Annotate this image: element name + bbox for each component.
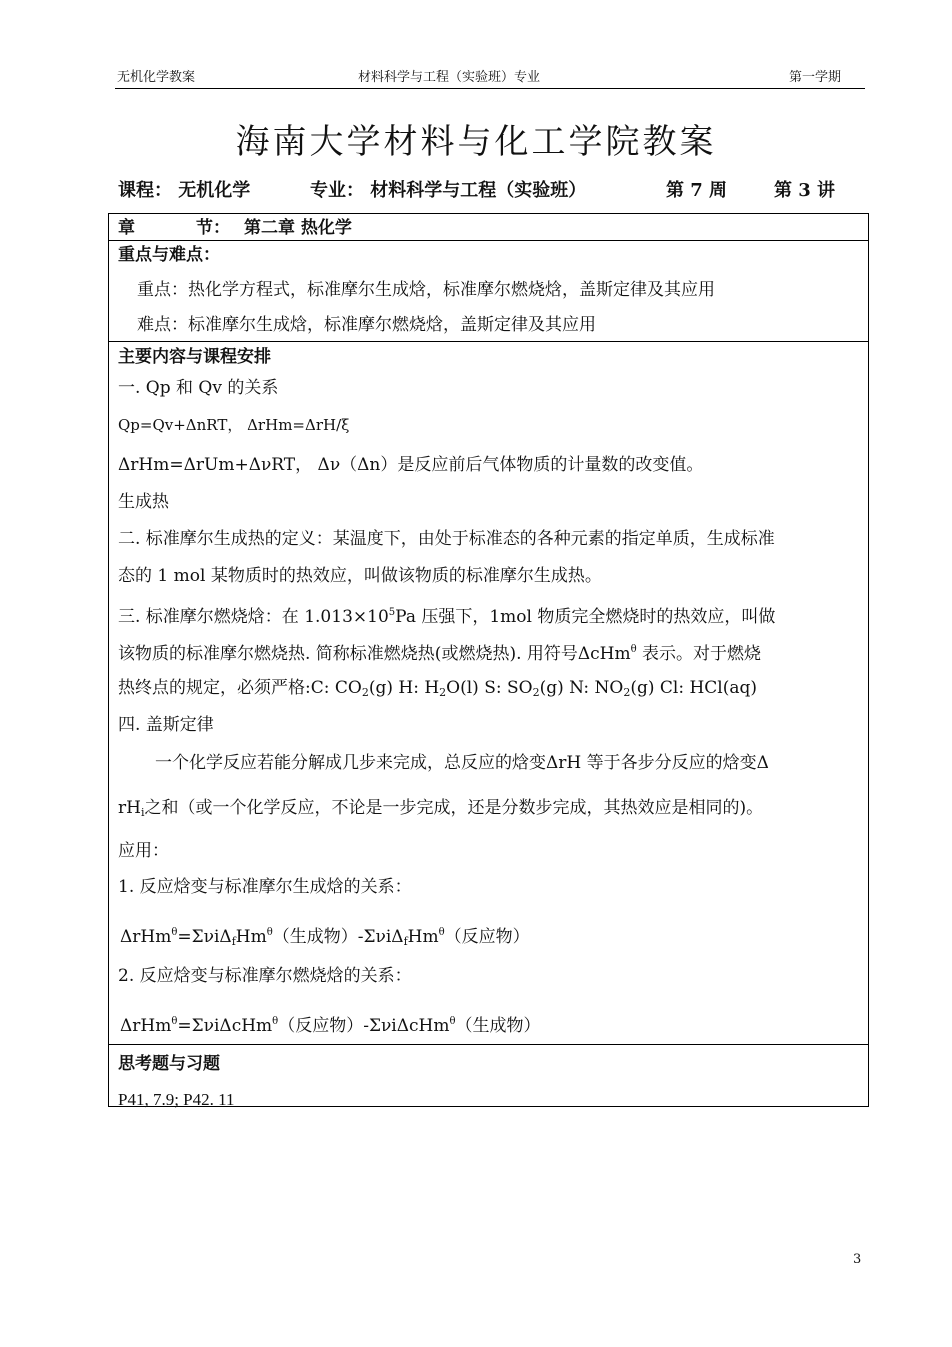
combustion-end-text: O(l) S: SO (446, 678, 533, 698)
equation-text: ΔrHm (120, 1016, 172, 1036)
keypoints-key: 重点：热化学方程式，标准摩尔生成焓，标准摩尔燃烧焓，盖斯定律及其应用 (137, 280, 715, 300)
combustion-end-text: 热终点的规定，必须严格:C: CO (118, 678, 362, 698)
equation-text: Hm (235, 927, 267, 947)
application-2-equation (120, 1011, 541, 1037)
divider-chapter (108, 240, 869, 241)
chapter-label-a: 章 (118, 218, 135, 238)
content-heading: 主要内容与课程安排 (118, 347, 271, 367)
lecture-label: 第 3 讲 (774, 180, 836, 201)
hess-text: 之和（或一个化学反应，不论是一步完成，还是分数步完成，其热效应是相同的)。 (144, 798, 764, 818)
keypoints-heading: 重点与难点： (118, 245, 220, 265)
running-header-middle: 材料科学与工程（实验班）专业 (358, 70, 541, 85)
running-header-right: 第一学期 (789, 70, 842, 85)
combustion-end-text: (g) Cl: HCl(aq) (630, 678, 758, 698)
chapter-label-b: 节： (196, 218, 230, 238)
equation-text: =ΣνiΔ (177, 927, 232, 947)
application-1-equation (120, 922, 530, 953)
formation-heat-label: 生成热 (118, 492, 169, 512)
week-label: 第 7 周 (666, 180, 728, 201)
page-number: 3 (853, 1252, 862, 1267)
subscript: i (140, 806, 145, 819)
application-1: 1. 反应焓变与标准摩尔生成焓的关系： (118, 877, 412, 897)
application-2: 2. 反应焓变与标准摩尔燃烧焓的关系： (118, 966, 412, 986)
section-4-line-1: 一个化学反应若能分解成几步来完成，总反应的焓变ΔrH 等于各步分反应的焓变Δ (155, 753, 769, 773)
superscript: θ (272, 1016, 279, 1027)
equation-text: （生成物） (455, 1016, 541, 1036)
keypoints-difficult: 难点：标准摩尔生成焓，标准摩尔燃烧焓，盖斯定律及其应用 (137, 315, 596, 335)
page-title: 海南大学材料与化工学院教案 (235, 122, 717, 162)
divider-keypoints (108, 341, 869, 342)
hess-text: rH (118, 798, 141, 818)
superscript: θ (266, 927, 273, 938)
section-4-title: 四. 盖斯定律 (118, 715, 214, 735)
equation-text: （反应物） (444, 927, 530, 947)
section-2-line-2: 态的 1 mol 某物质时的热效应，叫做该物质的标准摩尔生成热。 (118, 566, 602, 586)
subscript: f (403, 935, 408, 948)
course-label: 课程： 无机化学 (118, 180, 251, 201)
section-3-line-1-a: 三. 标准摩尔燃烧焓：在 1.013×10 (118, 607, 389, 627)
section-3-line-1-sup: 5 (388, 607, 396, 618)
subscript: 2 (361, 686, 369, 699)
section-3-line-1 (118, 602, 775, 628)
section-4-line-2 (118, 797, 763, 824)
superscript: θ (171, 927, 178, 938)
section-3-line-2-a: 该物质的标准摩尔燃烧热. 简称标准燃烧热(或燃烧热). 用符号ΔcHm (118, 644, 631, 664)
subscript: 2 (623, 686, 631, 699)
equation-text: （生成物）-ΣνiΔ (272, 927, 404, 947)
divider-content (108, 1044, 869, 1045)
header-rule (115, 88, 865, 89)
superscript: θ (171, 1016, 178, 1027)
subscript: 2 (532, 686, 540, 699)
section-3-line-2-sup: θ (630, 644, 637, 655)
exercises-value: P41, 7.9; P42. 11 (118, 1090, 235, 1109)
equation-text: ΔrHm (120, 927, 172, 947)
equation-text: （反应物）-ΣνiΔcHm (278, 1016, 450, 1036)
section-3-line-2-b: 表示。对于燃烧 (636, 644, 762, 664)
combustion-end-text: (g) N: NO (539, 678, 624, 698)
major-label: 专业： 材料科学与工程（实验班） (310, 180, 587, 201)
section-2-line-1: 二. 标准摩尔生成热的定义：某温度下，由处于标准态的各种元素的指定单质，生成标准 (118, 529, 775, 549)
section-3-line-1-b: Pa 压强下，1mol 物质完全燃烧时的热效应，叫做 (395, 607, 776, 627)
subscript: f (231, 935, 236, 948)
section-1-equation-1: Qp=Qv+ΔnRT， ΔrHm=ΔrH/ξ (118, 416, 350, 434)
superscript: θ (438, 927, 445, 938)
combustion-end-text: (g) H: H (368, 678, 440, 698)
equation-text: Hm (407, 927, 439, 947)
section-1-title: 一. Qp 和 Qv 的关系 (118, 378, 279, 398)
superscript: θ (449, 1016, 456, 1027)
equation-text: =ΣνiΔcHm (177, 1016, 273, 1036)
application-label: 应用： (118, 841, 169, 861)
chapter-value: 第二章 热化学 (244, 218, 352, 238)
section-1-equation-2: ΔrHm=ΔrUm+ΔνRT， Δν（Δn）是反应前后气体物质的计量数的改变值。 (118, 455, 704, 475)
subscript: 2 (439, 686, 447, 699)
section-3-line-3 (118, 677, 757, 704)
section-3-line-2 (118, 639, 761, 665)
running-header-left: 无机化学教案 (117, 70, 196, 85)
exercises-heading: 思考题与习题 (118, 1054, 220, 1074)
